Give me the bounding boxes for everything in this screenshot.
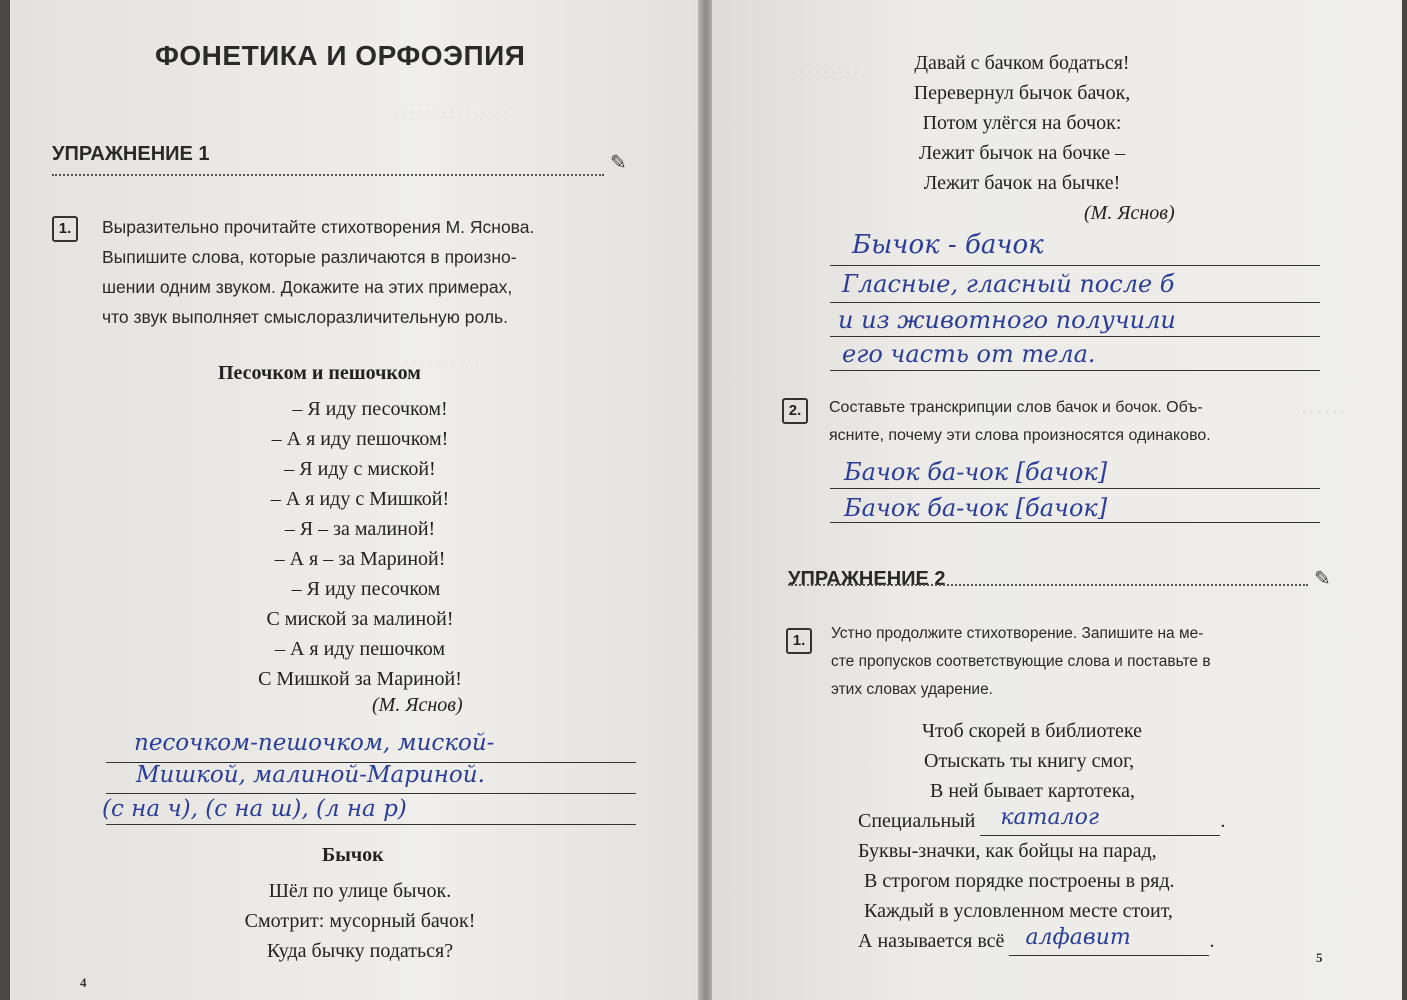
poem-line: Лежит бачок на бычке! (923, 172, 1121, 194)
poem-line: С миской за малиной! (266, 608, 454, 630)
poem-title: Бычок (322, 844, 384, 866)
answer-line (830, 302, 1320, 303)
task-line: Выпишите слова, которые различаются в произно- (102, 247, 517, 267)
poem-line: Смотрит: мусорный бачок! (244, 910, 476, 932)
poem-author: (М. Яснов) (1084, 202, 1175, 224)
poem-line: – А я иду пешочком (274, 638, 446, 660)
exercise-rule (788, 584, 1308, 586)
poem-line: Чтоб скорей в библиотеке (922, 720, 1142, 742)
handwritten-answer: алфавит (1025, 925, 1131, 950)
page-number: 5 (1316, 950, 1323, 965)
answer-line (830, 370, 1320, 371)
task-line: что звук выполняет смыслоразличительную роль. (102, 307, 509, 327)
poem-title: Песочком и пешочком (218, 362, 421, 384)
handwritten-answer: каталог (1000, 805, 1099, 830)
poem (872, 48, 1172, 198)
exercise-title: УПРАЖНЕНИЕ 1 (52, 143, 210, 165)
pencil-icon: ✎ (1314, 568, 1331, 590)
answer-line (830, 522, 1320, 523)
poem (858, 716, 1318, 956)
bleed-through: . . . . . . . . . (792, 60, 859, 76)
poem (190, 876, 530, 966)
task-line: шении одним звуком. Докажите на этих примерах, (102, 277, 513, 297)
handwritten-answer: Гласные, гласный после б (842, 270, 1175, 298)
section-heading: ФОНЕТИКА И ОРФОЭПИЯ (155, 40, 526, 71)
poem (210, 394, 510, 694)
left-page (10, 0, 700, 1000)
poem-line: Лежит бычок на бочке – (918, 142, 1126, 164)
bleed-through: . . . . . . . . . . . . . . . (395, 100, 508, 116)
handwritten-answer: песочком-пешочком, миской- (134, 730, 495, 756)
poem-line: – Я иду с миской! (284, 458, 436, 480)
handwritten-answer: Бачок ба-чок [бачок] (844, 458, 1108, 486)
task-line: ясните, почему эти слова произносятся одинаково. (829, 427, 1211, 444)
task-instructions (829, 394, 1389, 450)
poem-line: В ней бывает картотека, (930, 780, 1136, 802)
task-number: 2. (782, 398, 808, 424)
right-page (712, 0, 1402, 1000)
handwritten-answer: Бачок ба-чок [бачок] (844, 494, 1108, 522)
poem-line: Специальный каталог . (858, 806, 1318, 836)
poem-line: А называется всё алфавит . (858, 926, 1318, 956)
poem-line: – А я иду с Мишкой! (270, 488, 450, 510)
handwritten-answer: и из животного получили (838, 306, 1176, 334)
answer-line (106, 793, 636, 794)
handwritten-answer: (с на ч), (с на ш), (л на р) (102, 796, 407, 822)
poem-line: Шёл по улице бычок. (268, 880, 452, 902)
poem-line: Давай с бачком бодаться! (914, 52, 1130, 74)
poem-line: – Я иду песочком! (292, 398, 448, 420)
task-line: Выразительно прочитайте стихотворения М. Яснова. (102, 217, 535, 237)
answer-line (106, 824, 636, 825)
poem-line: Отыскать ты книгу смог, (924, 750, 1135, 772)
poem-line: Буквы-значки, как бойцы на парад, (858, 840, 1157, 862)
poem-line: Каждый в условленном месте стоит, (864, 900, 1173, 922)
task-number: 1. (52, 216, 78, 242)
pencil-icon: ✎ (610, 152, 627, 174)
task-instructions (102, 212, 662, 332)
answer-line (830, 488, 1320, 489)
bleed-through: . . . . . . (1302, 400, 1345, 416)
poem-line: В строгом порядке построены в ряд. (864, 870, 1175, 892)
bleed-through: . . . . . . . . . . (405, 350, 479, 366)
exercise-title: УПРАЖНЕНИЕ 2 (788, 568, 946, 590)
poem-line: С Мишкой за Мариной! (258, 668, 462, 690)
answer-line (830, 336, 1320, 337)
handwritten-answer: Бычок - бачок (852, 230, 1044, 260)
poem-line: – Я иду песочком (291, 578, 441, 600)
poem-author: (М. Яснов) (372, 694, 463, 716)
handwritten-answer: его часть от тела. (842, 340, 1096, 368)
task-line: Устно продолжите стихотворение. Запишите на ме- (831, 625, 1204, 642)
task-number: 1. (786, 628, 812, 654)
poem-line-text: А называется всё (858, 930, 1005, 952)
task-line: Составьте транскрипции слов бачок и бочок. Объ- (829, 399, 1203, 416)
answer-line (830, 265, 1320, 266)
poem-line: – А я иду пешочком! (271, 428, 449, 450)
task-line: сте пропусков соответствующие слова и поставьте в (831, 653, 1211, 670)
page-number: 4 (80, 975, 87, 990)
poem-line: Перевернул бычок бачок, (913, 82, 1131, 104)
poem-line: – Я – за малиной! (284, 518, 436, 540)
task-line: этих словах ударение. (831, 681, 993, 698)
exercise-rule (52, 174, 604, 176)
poem-line: Потом улёгся на бочок: (922, 112, 1122, 134)
handwritten-answer: Мишкой, малиной-Мариной. (136, 762, 485, 788)
poem-line: Куда бычку податься? (266, 940, 454, 962)
poem-line: – А я – за Мариной! (274, 548, 446, 570)
task-instructions (831, 620, 1401, 704)
poem-line-text: Специальный (858, 810, 976, 832)
